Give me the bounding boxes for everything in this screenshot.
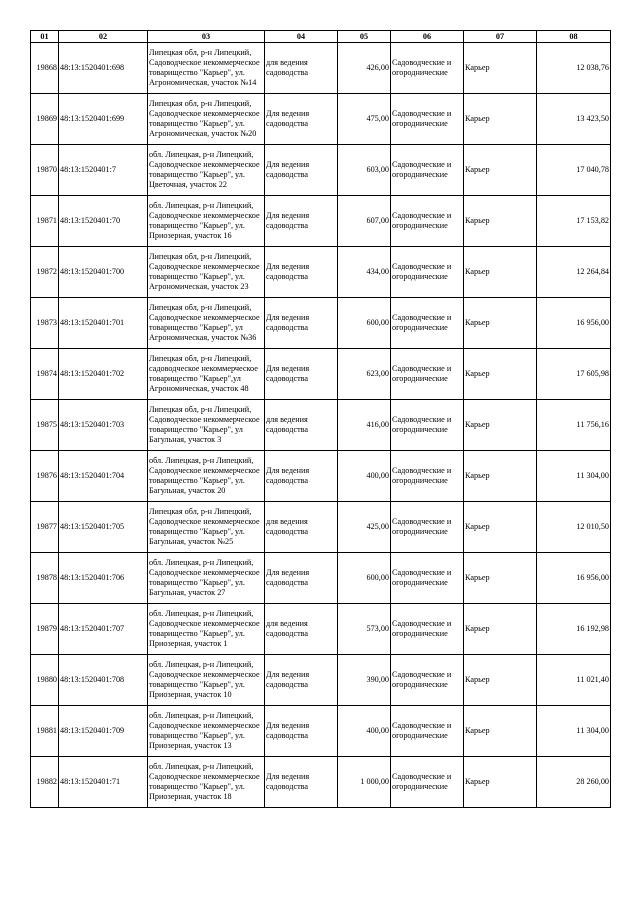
address-cell: Липецкая обл, р-н Липецкий, Садоводческое некоммерческое товарищество "Карьер", ул. Багульная, участок №25	[148, 502, 265, 553]
cadastral-number: 48:13:1520401:702	[59, 349, 148, 400]
table-row	[31, 196, 611, 247]
locality-cell: Карьер	[464, 196, 537, 247]
row-number: 19882	[31, 757, 59, 808]
table-row	[31, 451, 611, 502]
column-header: 02	[59, 31, 148, 43]
cadastral-cost-cell: 17 153,82	[537, 196, 611, 247]
locality-cell: Карьер	[464, 400, 537, 451]
land-category-cell: Садоводческие и огороднические	[391, 247, 464, 298]
land-category-cell: Садоводческие и огороднические	[391, 553, 464, 604]
area-cell: 390,00	[338, 655, 391, 706]
row-number: 19874	[31, 349, 59, 400]
column-header: 01	[31, 31, 59, 43]
address-cell: Липецкая обл, р-н Липецкий, Садоводческое некоммерческое товарищество "Карьер", ул. Агрономическая, участок №14	[148, 43, 265, 94]
locality-cell: Карьер	[464, 451, 537, 502]
table-row	[31, 43, 611, 94]
area-cell: 475,00	[338, 94, 391, 145]
table-row	[31, 553, 611, 604]
land-category-cell: Садоводческие и огороднические	[391, 604, 464, 655]
address-cell: Липецкая обл, р-н Липецкий, Садоводческое некоммерческое товарищество "Карьер", ул. Агрономическая, участок 23	[148, 247, 265, 298]
cadastral-cost-cell: 16 192,98	[537, 604, 611, 655]
row-number: 19877	[31, 502, 59, 553]
area-cell: 600,00	[338, 553, 391, 604]
area-cell: 400,00	[338, 451, 391, 502]
permitted-use-cell: Для ведения садоводства	[265, 145, 338, 196]
address-cell: обл. Липецкая, р-н Липецкий, Садоводческое некоммерческое товарищество "Карьер", ул. Цветочная, участок 22	[148, 145, 265, 196]
table-row	[31, 400, 611, 451]
cadastral-number: 48:13:1520401:699	[59, 94, 148, 145]
cadastral-cost-cell: 17 605,98	[537, 349, 611, 400]
land-category-cell: Садоводческие и огороднические	[391, 298, 464, 349]
cadastral-cost-cell: 11 756,16	[537, 400, 611, 451]
column-header: 07	[464, 31, 537, 43]
area-cell: 603,00	[338, 145, 391, 196]
address-cell: Липецкая обл, р-н Липецкий, Садоводческое некоммерческое товарищество "Карьер", ул Багульная, участок 3	[148, 400, 265, 451]
row-number: 19873	[31, 298, 59, 349]
row-number: 19872	[31, 247, 59, 298]
permitted-use-cell: для ведения садоводства	[265, 604, 338, 655]
cadastral-number: 48:13:1520401:703	[59, 400, 148, 451]
area-cell: 573,00	[338, 604, 391, 655]
cadastral-number: 48:13:1520401:706	[59, 553, 148, 604]
address-cell: обл. Липецкая, р-н Липецкий, Садоводческое некоммерческое товарищество "Карьер", ул. Приозерная, участок 18	[148, 757, 265, 808]
column-header: 06	[391, 31, 464, 43]
area-cell: 425,00	[338, 502, 391, 553]
table-header-row	[31, 31, 611, 43]
address-cell: Липецкая обл, р-н Липецкий, Садоводческое некоммерческое товарищество "Карьер", ул. Агрономическая, участок №20	[148, 94, 265, 145]
cadastral-cost-cell: 11 304,00	[537, 706, 611, 757]
locality-cell: Карьер	[464, 706, 537, 757]
cadastral-cost-cell: 11 304,00	[537, 451, 611, 502]
address-cell: Липецкая обл, р-н Липецкий, Садоводческое некоммерческое товарищество "Карьер", ул Агрономическая, участок №36	[148, 298, 265, 349]
locality-cell: Карьер	[464, 349, 537, 400]
cadastral-number: 48:13:1520401:698	[59, 43, 148, 94]
table-row	[31, 706, 611, 757]
land-category-cell: Садоводческие и огороднические	[391, 706, 464, 757]
land-category-cell: Садоводческие и огороднические	[391, 655, 464, 706]
land-category-cell: Садоводческие и огороднические	[391, 145, 464, 196]
table-row	[31, 502, 611, 553]
cadastral-cost-cell: 16 956,00	[537, 553, 611, 604]
cadastral-cost-cell: 12 038,76	[537, 43, 611, 94]
column-header: 03	[148, 31, 265, 43]
permitted-use-cell: Для ведения садоводства	[265, 757, 338, 808]
table-row	[31, 247, 611, 298]
land-category-cell: Садоводческие и огороднические	[391, 451, 464, 502]
column-header: 08	[537, 31, 611, 43]
area-cell: 607,00	[338, 196, 391, 247]
row-number: 19878	[31, 553, 59, 604]
address-cell: обл. Липецкая, р-н Липецкий, Садоводческое некоммерческое товарищество "Карьер", ул. Багульная, участок 27	[148, 553, 265, 604]
land-category-cell: Садоводческие и огороднические	[391, 502, 464, 553]
cadastral-number: 48:13:1520401:71	[59, 757, 148, 808]
permitted-use-cell: Для ведения садоводства	[265, 94, 338, 145]
address-cell: обл. Липецкая, р-н Липецкий, Садоводческое некоммерческое товарищество "Карьер", ул. Багульная, участок 20	[148, 451, 265, 502]
locality-cell: Карьер	[464, 145, 537, 196]
column-header: 04	[265, 31, 338, 43]
locality-cell: Карьер	[464, 553, 537, 604]
locality-cell: Карьер	[464, 757, 537, 808]
land-category-cell: Садоводческие и огороднические	[391, 94, 464, 145]
locality-cell: Карьер	[464, 247, 537, 298]
locality-cell: Карьер	[464, 43, 537, 94]
locality-cell: Карьер	[464, 94, 537, 145]
row-number: 19870	[31, 145, 59, 196]
cadastral-number: 48:13:1520401:701	[59, 298, 148, 349]
cadastral-number: 48:13:1520401:70	[59, 196, 148, 247]
row-number: 19881	[31, 706, 59, 757]
locality-cell: Карьер	[464, 655, 537, 706]
cadastral-cost-cell: 17 040,78	[537, 145, 611, 196]
address-cell: обл. Липецкая, р-н Липецкий, Садоводческое некоммерческое товарищество "Карьер", ул. Приозерная, участок 10	[148, 655, 265, 706]
locality-cell: Карьер	[464, 298, 537, 349]
table-row	[31, 349, 611, 400]
permitted-use-cell: Для ведения садоводства	[265, 349, 338, 400]
permitted-use-cell: Для ведения садоводства	[265, 655, 338, 706]
cadastral-number: 48:13:1520401:7	[59, 145, 148, 196]
address-cell: обл. Липецкая, р-н Липецкий, Садоводческое некоммерческое товарищество "Карьер", ул. Приозерная, участок 1	[148, 604, 265, 655]
land-category-cell: Садоводческие и огороднические	[391, 43, 464, 94]
address-cell: обл. Липецкая, р-н Липецкий, Садоводческое некоммерческое товарищество "Карьер", ул. Приозерная, участок 13	[148, 706, 265, 757]
cadastral-cost-cell: 13 423,50	[537, 94, 611, 145]
cadastral-number: 48:13:1520401:708	[59, 655, 148, 706]
table-row	[31, 94, 611, 145]
area-cell: 600,00	[338, 298, 391, 349]
table-row	[31, 604, 611, 655]
permitted-use-cell: для ведения садоводства	[265, 502, 338, 553]
row-number: 19871	[31, 196, 59, 247]
row-number: 19876	[31, 451, 59, 502]
row-number: 19879	[31, 604, 59, 655]
land-category-cell: Садоводческие и огороднические	[391, 196, 464, 247]
table-row	[31, 655, 611, 706]
permitted-use-cell: для ведения садоводства	[265, 400, 338, 451]
area-cell: 434,00	[338, 247, 391, 298]
column-header: 05	[338, 31, 391, 43]
cadastral-number: 48:13:1520401:705	[59, 502, 148, 553]
cadastral-cost-cell: 12 264,84	[537, 247, 611, 298]
permitted-use-cell: Для ведения садоводства	[265, 553, 338, 604]
cadastral-cost-cell: 28 260,00	[537, 757, 611, 808]
row-number: 19880	[31, 655, 59, 706]
row-number: 19875	[31, 400, 59, 451]
area-cell: 426,00	[338, 43, 391, 94]
cadastral-number: 48:13:1520401:700	[59, 247, 148, 298]
locality-cell: Карьер	[464, 604, 537, 655]
area-cell: 623,00	[338, 349, 391, 400]
cadastral-number: 48:13:1520401:707	[59, 604, 148, 655]
area-cell: 416,00	[338, 400, 391, 451]
cadastral-number: 48:13:1520401:704	[59, 451, 148, 502]
locality-cell: Карьер	[464, 502, 537, 553]
land-category-cell: Садоводческие и огороднические	[391, 400, 464, 451]
cadastral-registry-table	[30, 30, 611, 808]
area-cell: 400,00	[338, 706, 391, 757]
land-category-cell: Садоводческие и огороднические	[391, 349, 464, 400]
table-row	[31, 757, 611, 808]
cadastral-cost-cell: 16 956,00	[537, 298, 611, 349]
address-cell: обл. Липецкая, р-н Липецкий, Садоводческое некоммерческое товарищество "Карьер", ул. Приозерная, участок 16	[148, 196, 265, 247]
cadastral-cost-cell: 12 010,50	[537, 502, 611, 553]
permitted-use-cell: Для ведения садоводства	[265, 451, 338, 502]
row-number: 19869	[31, 94, 59, 145]
table-body	[31, 43, 611, 808]
permitted-use-cell: для ведения садоводства	[265, 43, 338, 94]
permitted-use-cell: Для ведения садоводства	[265, 196, 338, 247]
permitted-use-cell: Для ведения садоводства	[265, 706, 338, 757]
land-category-cell: Садоводческие и огороднические	[391, 757, 464, 808]
cadastral-number: 48:13:1520401:709	[59, 706, 148, 757]
permitted-use-cell: Для ведения садоводства	[265, 247, 338, 298]
table-row	[31, 298, 611, 349]
address-cell: Липецкая обл, р-н Липецкий, садоводческое некоммерческое товарищество "Карьер",ул Агрономическая, участок 48	[148, 349, 265, 400]
table-row	[31, 145, 611, 196]
permitted-use-cell: Для ведения садоводства	[265, 298, 338, 349]
cadastral-cost-cell: 11 021,40	[537, 655, 611, 706]
row-number: 19868	[31, 43, 59, 94]
area-cell: 1 000,00	[338, 757, 391, 808]
